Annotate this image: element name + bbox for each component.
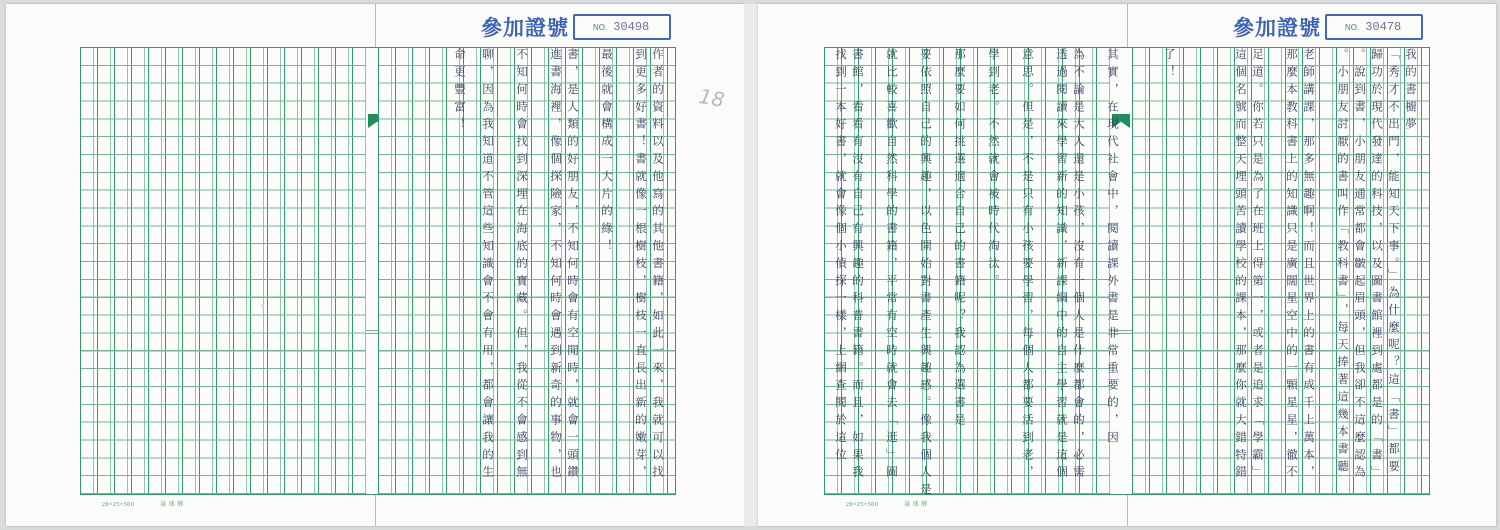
participant-number-stamp <box>481 10 671 44</box>
essay-column: 足道。你若只是為了在班上得第一，或者是追求「學霸」 <box>1251 48 1265 483</box>
page-gutter <box>744 4 758 526</box>
essay-column: 為不論是大人還是小孩，沒有一個人是什麼都會的，必需 <box>1072 48 1086 483</box>
essay-column: 那麼本教科書上的知識只是廣闊星空中的一顆星星，徹不 <box>1285 48 1299 483</box>
essay-column: 其實，在現代社會中，閱讀課外書是非常重要的，因 <box>1106 48 1120 449</box>
stamp-number: 30498 <box>613 20 650 34</box>
writing-grid-left-half <box>824 47 1134 495</box>
essay-column: 命更豐富！ <box>453 48 467 135</box>
essay-column: 意思。但是，不是只有小孩要學習，每個人都要活到老， <box>1021 48 1035 483</box>
paper-brand: 泉 球 牌 <box>160 502 184 508</box>
essay-column: 不知何時會找到深埋在海底的寶藏。但，我從不會感到無 <box>515 48 529 483</box>
essay-column: 透過閱讀來學習新的知識，新課綱中的自主學習就是這個 <box>1055 48 1069 483</box>
essay-column: 書，是人類的好朋友，不知何時會有空閒時，就會一頭鑽 <box>566 48 580 483</box>
essay-column: 最後就會構成一大片的綠！ <box>600 48 614 257</box>
essay-column: 。說到書，小朋友通常都會皺起眉頭，但我卻不這麼認為 <box>1353 48 1367 483</box>
paper-footer <box>102 499 184 508</box>
stamp-number: 30478 <box>1365 20 1402 34</box>
essay-column: 歸功於現代發達的科技，以及圖書館裡到處都是的「書」 <box>1370 48 1384 483</box>
writing-grid-left-half <box>80 47 390 495</box>
essay-column: 到更多好書！書就像一根樹枝，樹枝一直長出新的嫩芽， <box>634 48 648 483</box>
essay-column: 了！ <box>1163 48 1177 83</box>
stamp-label: 參加證號 <box>1233 15 1321 40</box>
essay-column: 那麼要如何挑選適合自己的書籍呢？我認為選書是 <box>953 48 967 431</box>
pencil-margin-mark: 18 <box>697 83 727 113</box>
left-manuscript-page <box>6 4 744 526</box>
essay-column: 「秀才不出門，能知天下事。」為什麼呢？這「書」都要 <box>1387 48 1401 478</box>
stamp-number-box <box>1325 14 1423 40</box>
participant-number-stamp <box>1233 10 1423 44</box>
stamp-no-label: NO. <box>1345 22 1360 32</box>
essay-column: 聊，因為我知道不管這些知識會不會有用，都會讓我的生 <box>481 48 495 483</box>
essay-column: 找到一本好書，就會像個小偵探一樣，上網查閱於這位 <box>834 48 848 466</box>
essay-column: 這個名號而整天埋頭苦讀學校的課本，那麼你就大錯特錯 <box>1234 48 1248 483</box>
stamp-number-box <box>573 14 671 40</box>
essay-column: 。小朋友討厭的書叫作「教科書」，每天捧著這幾本書聽 <box>1336 48 1350 478</box>
stamp-no-label: NO. <box>593 22 608 32</box>
essay-column: 老師講課，那多無趣啊！而且世界上的書有成千上萬本， <box>1302 48 1316 483</box>
essay-title: 我的書櫥夢 <box>1404 48 1418 135</box>
stamp-label: 參加證號 <box>481 15 569 40</box>
essay-column: 就比較喜歡自然科學的書籍，平常有空時就會去「逛」圖 <box>885 48 899 483</box>
essay-column: 要依照自己的興趣，以色開始對書產生興趣感。像我個人是 <box>919 48 933 501</box>
grid-size-label: 20×25=500 <box>102 502 135 508</box>
right-manuscript-page <box>758 4 1496 526</box>
paper-footer <box>846 499 928 508</box>
essay-column: 學到老。不然就會被時代淘汰。 <box>987 48 1001 292</box>
grid-size-label: 20×25=500 <box>846 502 879 508</box>
paper-brand: 泉 球 牌 <box>904 502 928 508</box>
essay-column: 書館，看看有沒有自己有興趣的科普書籍。而且，如果我 <box>851 48 865 483</box>
paper-speck <box>261 304 264 307</box>
essay-column: 作者的資料以及他寫的其他書籍，如此一來，我就可以找 <box>651 48 665 483</box>
essay-column: 進書海裡，像個探險家，不知何時會遇到新奇的事物，也 <box>549 48 563 483</box>
